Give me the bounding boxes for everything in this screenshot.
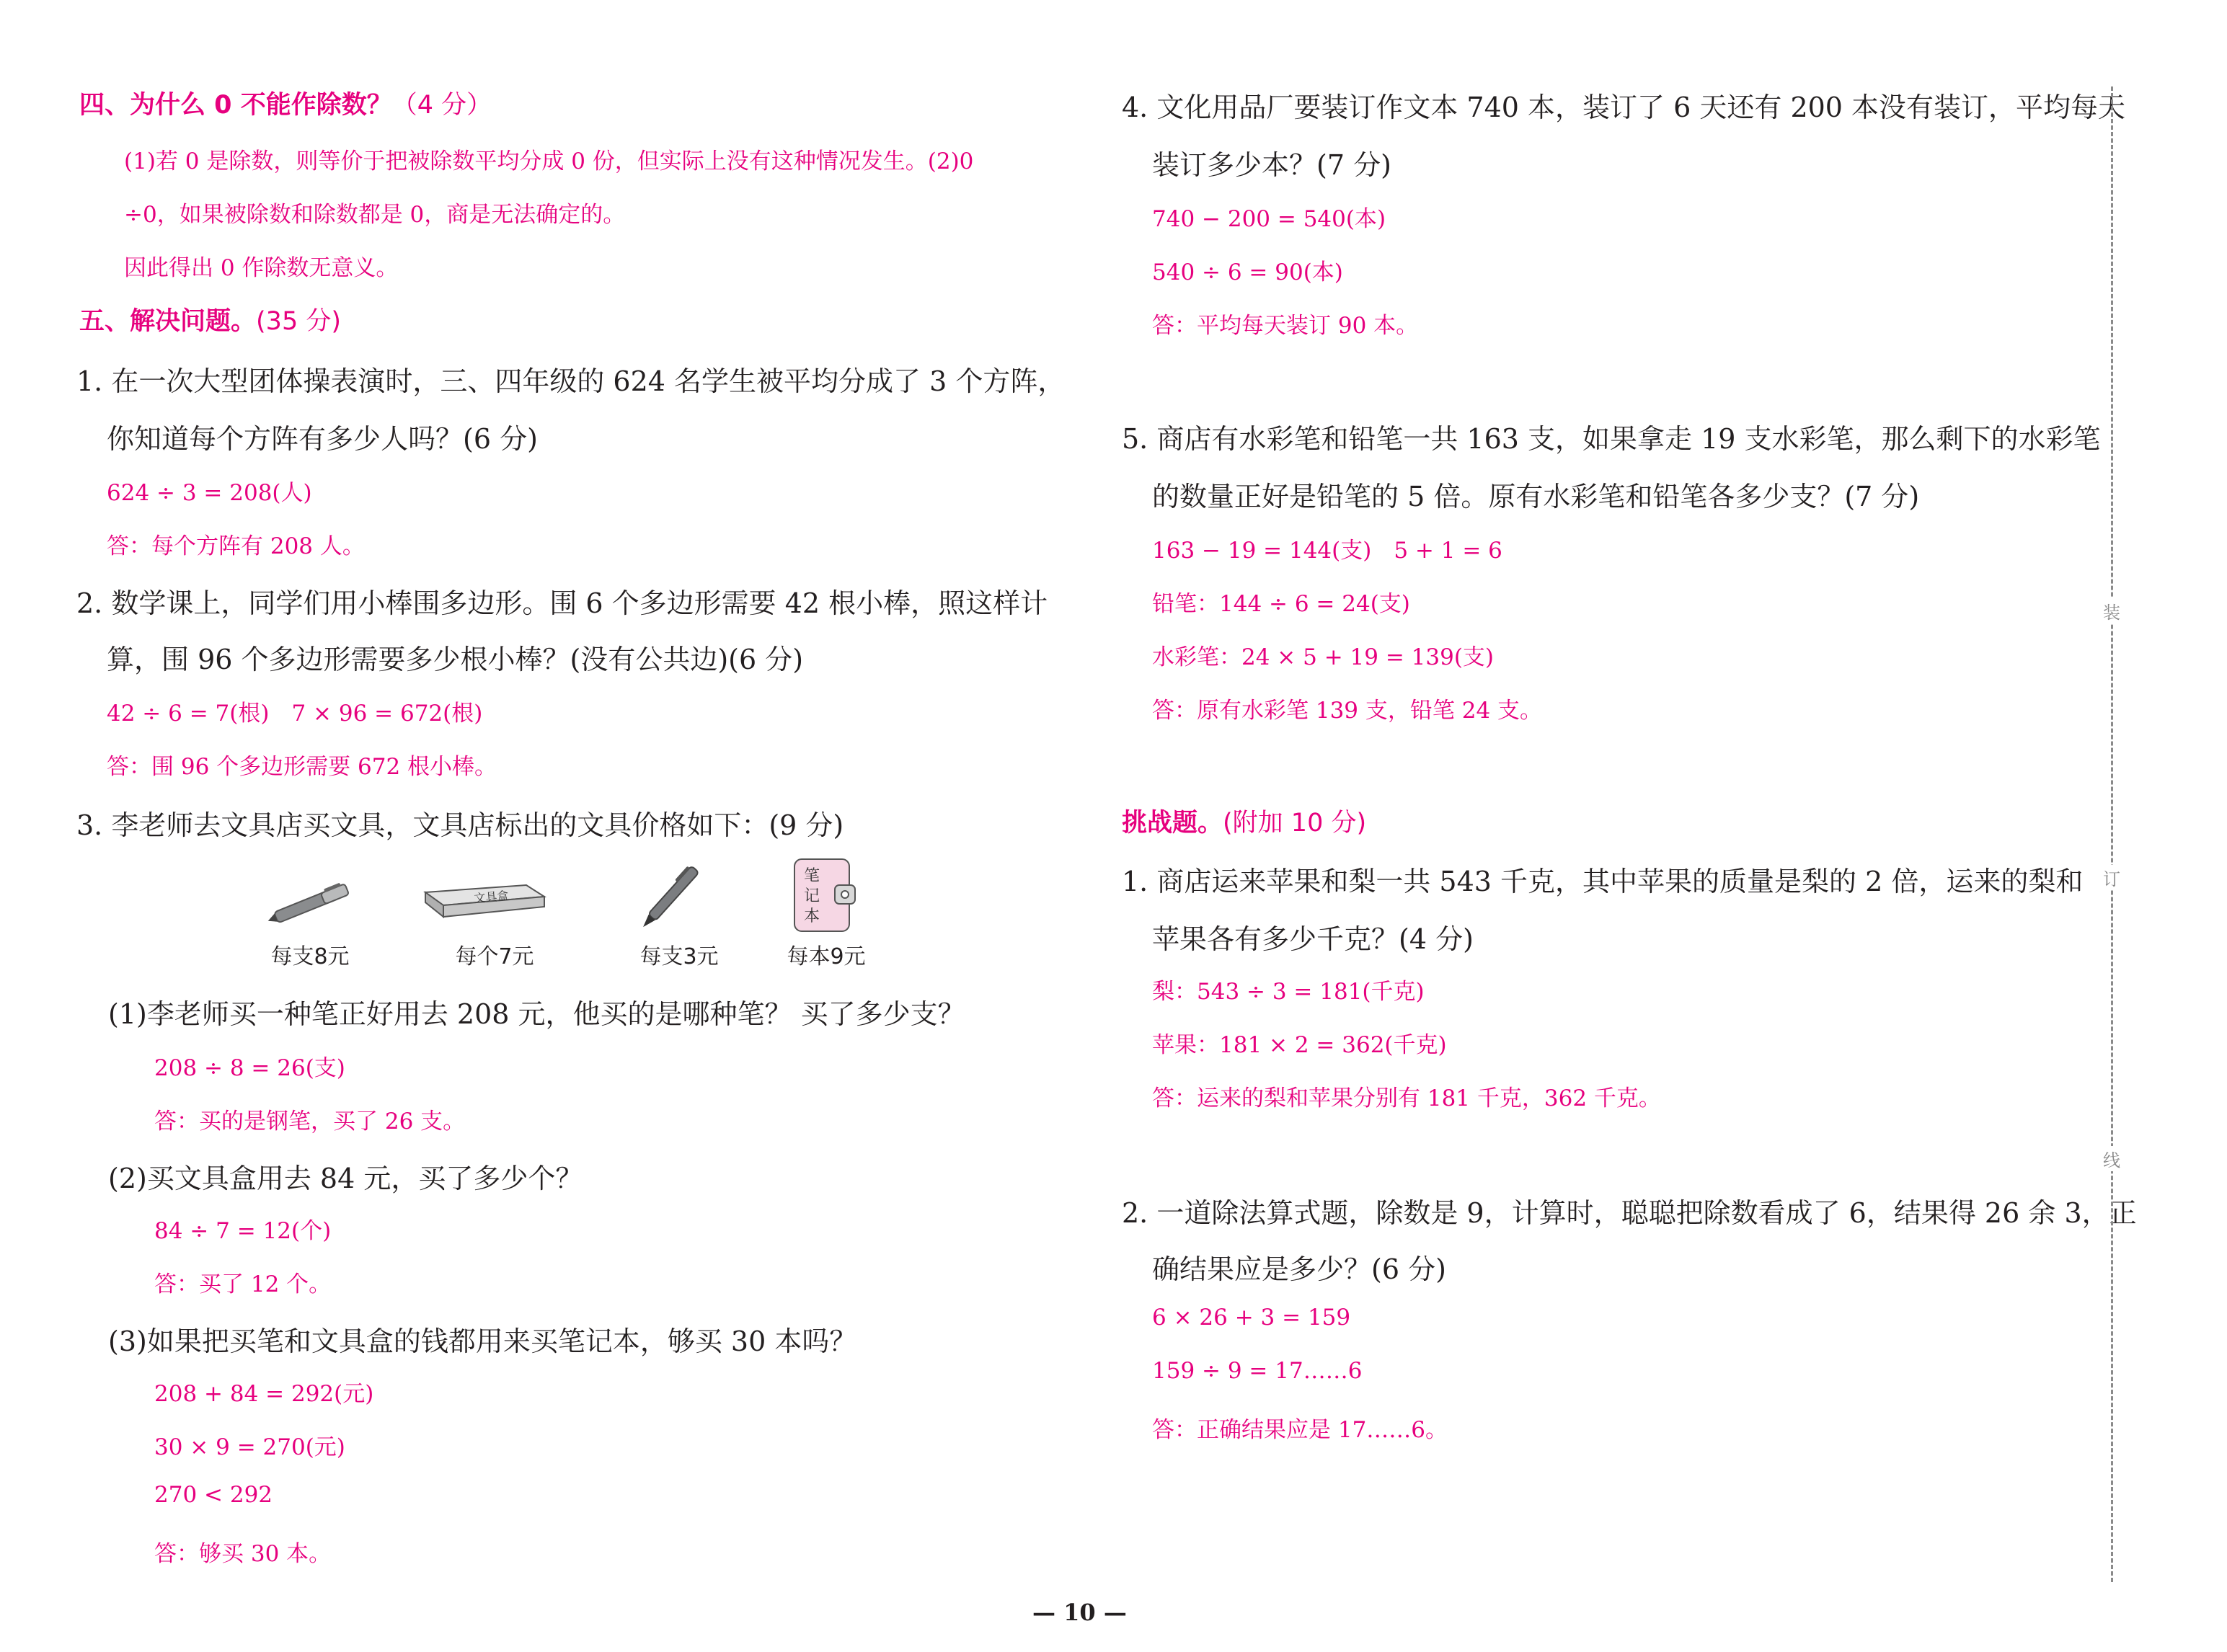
q3-line: 3. 李老师去文具店买文具，文具店标出的文具价格如下：(9 分) (76, 809, 844, 841)
fountain-pen-price: 每支8元 (270, 944, 350, 969)
section-4-answer-line-1: (1)若 0 是除数，则等价于把被除数平均分成 0 份，但实际上没有这种情况发生。(2)0 (124, 148, 974, 174)
notebook-icon (790, 856, 859, 936)
notebook-price: 每本9元 (787, 944, 866, 969)
section-4-heading (79, 85, 492, 121)
q1-answer-1: 624 ÷ 3 = 208(人) (107, 480, 312, 506)
section-5-heading (79, 301, 341, 337)
challenge-q1-answer-2: 苹果：181 × 2 = 362(千克) (1152, 1032, 1447, 1058)
pen-price: 每支3元 (639, 944, 719, 969)
q2-line-2: 算，围 96 个多边形需要多少根小棒？(没有公共边)(6 分) (107, 644, 804, 675)
q5-answer-4: 答：原有水彩笔 139 支，铅笔 24 支。 (1152, 698, 1543, 724)
q5-line-1: 5. 商店有水彩笔和铅笔一共 163 支，如果拿走 19 支水彩笔，那么剩下的水彩笔 (1122, 423, 2101, 455)
page-number: — 10 — (1032, 1599, 1127, 1626)
q3-sub3-answer-3: 270 < 292 (154, 1482, 273, 1508)
q3-sub2-answer-1: 84 ÷ 7 = 12(个) (154, 1218, 332, 1244)
challenge-q1-line-1: 1. 商店运来苹果和梨一共 543 千克，其中苹果的质量是梨的 2 倍，运来的梨和 (1122, 866, 2084, 897)
section-4-points: （4 分） (391, 91, 492, 120)
binding-dashed-line (2111, 86, 2113, 1582)
binding-mark-1: 装 (2101, 598, 2122, 623)
q3-sub2-answer-2: 答：买了 12 个。 (154, 1271, 332, 1297)
challenge-q1-answer-3: 答：运来的梨和苹果分别有 181 千克，362 千克。 (1152, 1085, 1661, 1111)
q4-line-1: 4. 文化用品厂要装订作文本 740 本，装订了 6 天还有 200 本没有装订，平均每天 (1122, 92, 2126, 123)
fountain-pen-icon (267, 872, 360, 930)
challenge-q1-line-2: 苹果各有多少千克？(4 分) (1152, 923, 1474, 955)
q1-line-2: 你知道每个方阵有多少人吗？(6 分) (107, 423, 538, 455)
q3-sub3-question: (3)如果把买笔和文具盒的钱都用来买笔记本，够买 30 本吗？ (108, 1325, 857, 1357)
q2-line-1: 2. 数学课上，同学们用小棒围多边形。围 6 个多边形需要 42 根小棒，照这样计 (76, 587, 1048, 619)
section-4-answer-line-3: 因此得出 0 作除数无意义。 (124, 255, 399, 281)
q5-answer-2: 铅笔：144 ÷ 6 = 24(支) (1152, 591, 1410, 617)
challenge-points: (附加 10 分) (1223, 809, 1367, 838)
q3-sub1-question: (1)李老师买一种笔正好用去 208 元，他买的是哪种笔？ 买了多少支？ (108, 998, 965, 1030)
q3-sub2-question: (2)买文具盒用去 84 元，买了多少个？ (108, 1163, 583, 1194)
pencil-case-price: 每个7元 (455, 944, 534, 969)
q3-sub3-answer-2: 30 × 9 = 270(元) (154, 1434, 345, 1460)
q4-answer-2: 540 ÷ 6 = 90(本) (1152, 259, 1343, 285)
binding-mark-2: 订 (2101, 865, 2122, 890)
q3-sub3-answer-4: 答：够买 30 本。 (154, 1541, 332, 1567)
challenge-q2-answer-2: 159 ÷ 9 = 17……6 (1152, 1358, 1363, 1384)
challenge-title: 挑战题。 (1122, 809, 1223, 838)
q2-answer-2: 答：围 96 个多边形需要 672 根小棒。 (107, 754, 497, 780)
challenge-q1-answer-1: 梨：543 ÷ 3 = 181(千克) (1152, 979, 1425, 1005)
q3-sub3-answer-1: 208 + 84 = 292(元) (154, 1381, 374, 1407)
section-5-points: (35 分) (256, 307, 341, 336)
q1-answer-2: 答：每个方阵有 208 人。 (107, 533, 365, 559)
pencil-case-icon (418, 872, 548, 923)
q3-sub1-answer-1: 208 ÷ 8 = 26(支) (154, 1055, 345, 1081)
section-4-answer-line-2: ÷0，如果被除数和除数都是 0，商是无法确定的。 (124, 202, 626, 228)
binding-mark-3: 线 (2101, 1146, 2122, 1171)
q4-answer-3: 答：平均每天装订 90 本。 (1152, 313, 1419, 339)
notebook-label-1: 笔 (803, 867, 820, 885)
challenge-q2-line-2: 确结果应是多少？(6 分) (1152, 1253, 1446, 1285)
q5-answer-3: 水彩笔：24 × 5 + 19 = 139(支) (1152, 644, 1495, 670)
q4-line-2: 装订多少本？(7 分) (1152, 149, 1391, 181)
challenge-heading (1122, 803, 1366, 839)
challenge-q2-answer-3: 答：正确结果应是 17……6。 (1152, 1417, 1448, 1443)
notebook-label-2: 记 (803, 887, 820, 905)
challenge-q2-answer-1: 6 × 26 + 3 = 159 (1152, 1305, 1351, 1331)
q2-answer-1: 42 ÷ 6 = 7(根) 7 × 96 = 672(根) (107, 701, 483, 727)
challenge-q2-line-1: 2. 一道除法算式题，除数是 9，计算时，聪聪把除数看成了 6，结果得 26 余 3，正 (1122, 1197, 2137, 1229)
q5-line-2: 的数量正好是铅笔的 5 倍。原有水彩笔和铅笔各多少支？(7 分) (1152, 481, 1920, 512)
pencil-case-label: 文具盒 (473, 888, 510, 905)
notebook-label-3: 本 (803, 907, 820, 925)
q3-sub1-answer-2: 答：买的是钢笔，买了 26 支。 (154, 1109, 466, 1134)
pen-icon (634, 858, 714, 930)
q5-answer-1: 163 − 19 = 144(支) 5 + 1 = 6 (1152, 538, 1502, 564)
section-5-title: 五、解决问题。 (79, 307, 257, 336)
q4-answer-1: 740 − 200 = 540(本) (1152, 206, 1386, 232)
q1-line-1: 1. 在一次大型团体操表演时，三、四年级的 624 名学生被平均分成了 3 个方阵， (76, 365, 1066, 397)
section-4-title: 四、为什么 0 不能作除数？ (79, 91, 392, 120)
